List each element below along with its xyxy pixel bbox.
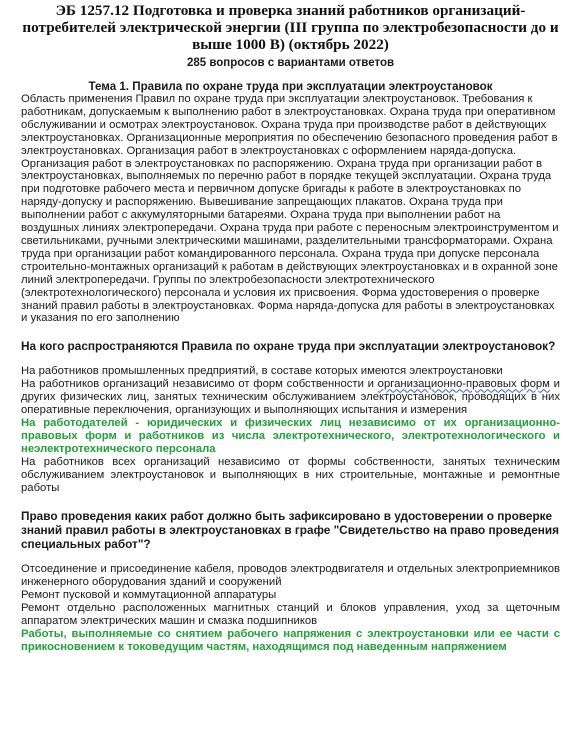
answer-option xyxy=(21,378,560,417)
answer-text-part: и других физических лиц, занятых техническим обслуживанием электроустановок, проводящих в них оперативные переключения, организующих и выполняющих испытания и измерения xyxy=(21,378,560,417)
answer-option: На работников промышленных предприятий, в составе которых имеются электроустановки xyxy=(21,365,503,378)
answer-list xyxy=(21,563,560,654)
document-subtitle: 285 вопросов с вариантами ответов xyxy=(186,57,395,69)
section-title: Тема 1. Правила по охране труда при эксплуатации электроустановок xyxy=(88,80,493,93)
answer-option: Ремонт пусковой и коммутационной аппаратуры xyxy=(21,589,277,602)
spellcheck-underlined-text: организационно-правовых форм xyxy=(377,378,550,391)
correct-answer-option: Работы, выполняемые со снятием рабочего напряжения с электроустановки или ее части с прикосновением к токоведущим частям, находящимся под наведенным напряжением xyxy=(21,628,560,654)
answer-option: Отсоединение и присоединение кабеля, проводов электродвигателя и отдельных электроприемников инженерного оборудования зданий и сооружений xyxy=(21,563,560,589)
document-title: ЭБ 1257.12 Подготовка и проверка знаний работников организаций-потребителей электрической энергии (III группа по электробезопасности до и выше 1000 В) (октябрь 2022) xyxy=(22,2,559,53)
question-block xyxy=(21,509,560,654)
answer-text-part: На работников организаций независимо от форм собственности и xyxy=(21,378,378,391)
answer-list xyxy=(21,365,560,495)
answer-option: Ремонт отдельно расположенных магнитных станций и блоков управления, уход за щеточным аппаратом электрических машин и смазка подшипников xyxy=(21,602,560,628)
correct-answer-option: На работодателей - юридических и физических лиц независимо от их организационно-правовых форм и работников из числа электротехнического, электротехнологического и неэлектротехнического персонала xyxy=(21,417,560,456)
section-description: Область применения Правил по охране труда при эксплуатации электроустановок. Требования к работникам, допускаемым к выполнению работ в электроустановках. Охрана труда при оперативном обслуживании и осмотрах электроустановок. Охрана труда при производстве работ в действующих электроустановках. Организационные мероприятия по обеспечению безопасного проведения работ в электроустановках. Организация работ в электроустановках с оформлением наряда-допуска. Организация работ в электроустановках по распоряжению. Охрана труда при организации работ в электроустановках, выполняемых по перечню работ в порядке текущей эксплуатации. Охрана труда при подготовке рабочего места и первичном допуске бригады к работе в электроустановках по наряду-допуску и распоряжению. Вывешивание запрещающих плакатов. Охрана труда при выполнении работ с аккумуляторными батареями. Охрана труда при выполнении работ на воздушных линиях электропередачи. Охрана труда при работе с переносным электроинструментом и светильниками, ручными электрическими машинами, разделительными трансформаторами. Охрана труда при организации работ командированного персонала. Охрана труда при допуске персонала строительно-монтажных организаций к работам в действующих электроустановках и в охранной зоне линий электропередачи. Группы по электробезопасности электротехнического (электротехнологического) персонала и условия их присвоения. Форма удостоверения о проверке знаний правил работы в электроустановках. Форма наряда-допуска для работы в электроустановках и указания по его заполнению xyxy=(21,93,559,325)
answer-option: На работников всех организаций независимо от формы собственности, занятых техническим обслуживанием электроустановок и выполняющих в них строительные, монтажные и ремонтные работы xyxy=(21,456,560,495)
question-block xyxy=(21,339,560,495)
question-text: На кого распространяются Правила по охране труда при эксплуатации электроустановок? xyxy=(21,339,556,354)
question-text: Право проведения каких работ должно быть зафиксировано в удостоверении о проверке знаний правил работы в электроустановках в графе "Свидетельство на право проведения специальных работ"? xyxy=(21,509,560,552)
